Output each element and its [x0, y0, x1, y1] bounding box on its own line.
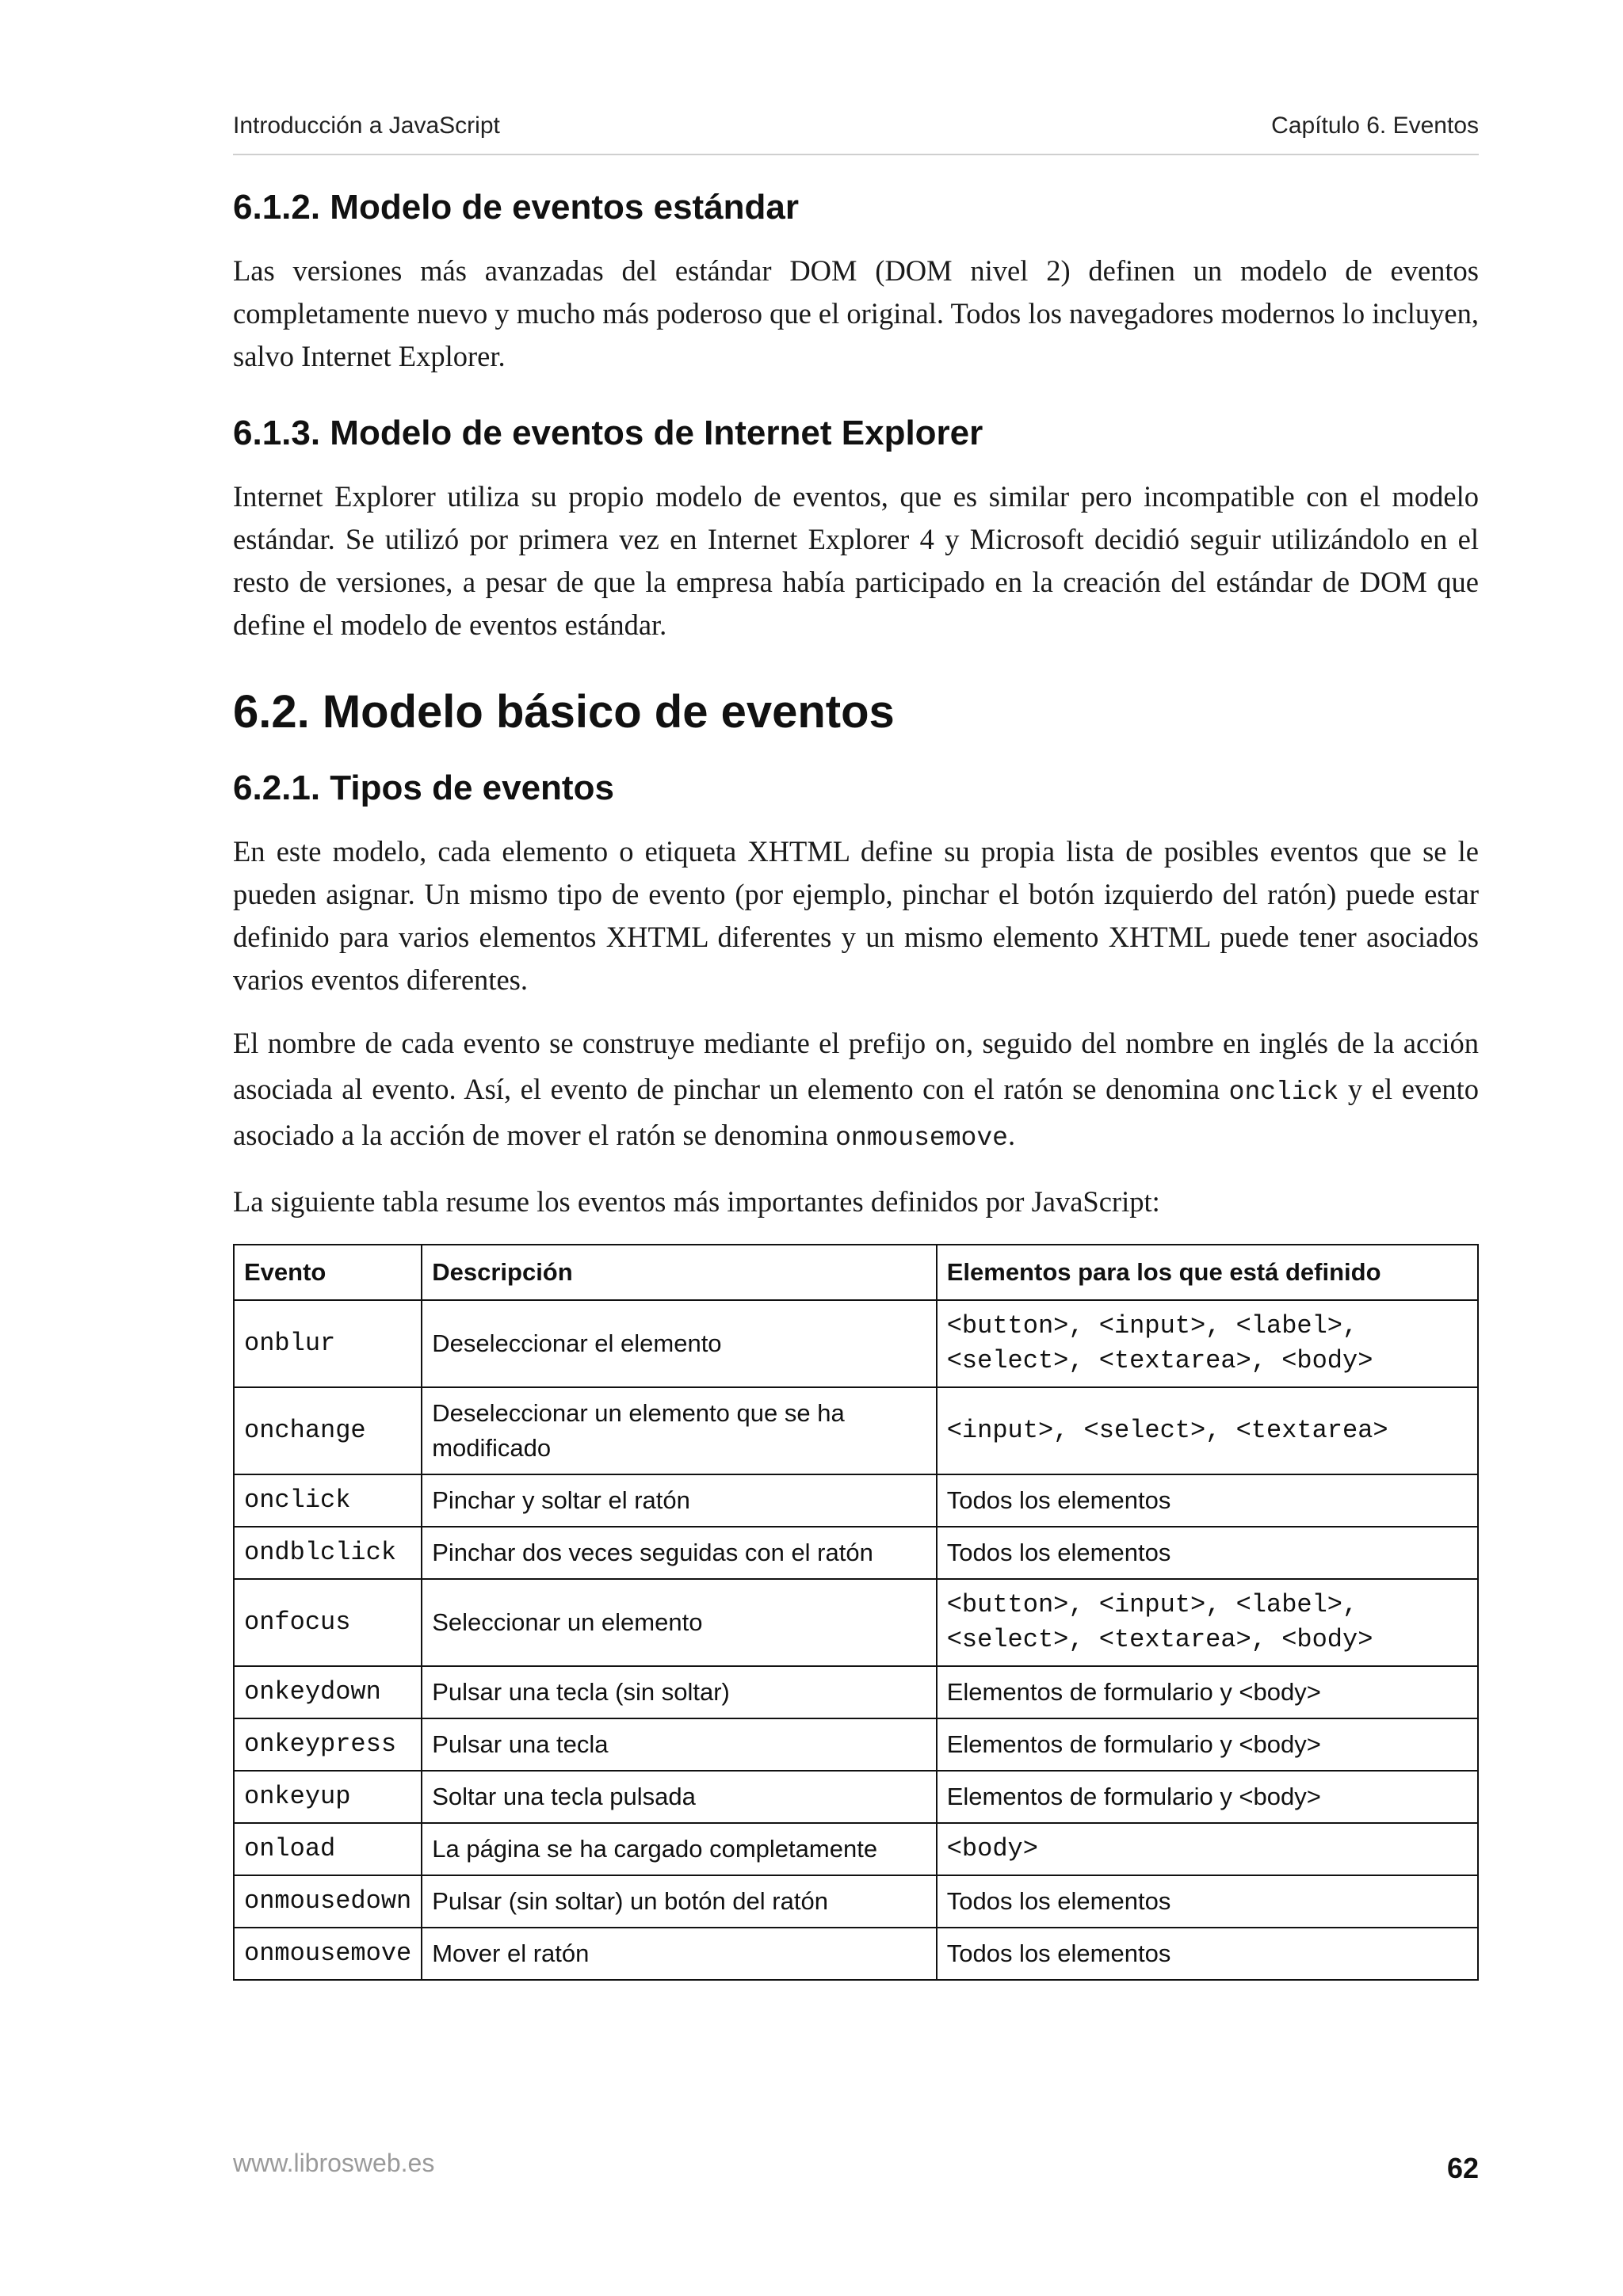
- page-number: 62: [1446, 2152, 1479, 2184]
- section-6-1-2-paragraph: Las versiones más avanzadas del estándar DOM (DOM nivel 2) definen un modelo de eventos completamente nuevo y mucho más poderoso que el original. Todos los navegadores modernos lo incluyen, salvo Internet Explorer.: [233, 254, 1479, 372]
- code-onmousemove: onmousemove: [835, 1123, 1008, 1153]
- event-elements: Todos los elementos: [937, 1474, 1478, 1527]
- table-row: [234, 1823, 1478, 1875]
- event-name: onblur: [234, 1300, 422, 1387]
- event-name: onkeydown: [234, 1666, 422, 1718]
- section-heading-6-1-2: 6.1.2. Modelo de eventos estándar: [233, 188, 800, 227]
- code-on: on: [934, 1031, 967, 1061]
- event-name: onload: [234, 1823, 422, 1875]
- event-elements: Elementos de formulario y <body>: [937, 1771, 1478, 1823]
- event-elements: Todos los elementos: [937, 1527, 1478, 1579]
- section-6-2-1-paragraph-2: [233, 1022, 1479, 1160]
- section-6-2-1-paragraph-3: La siguiente tabla resume los eventos más importantes definidos por JavaScript:: [233, 1184, 1160, 1218]
- table-row: [234, 1875, 1478, 1928]
- event-name: onmousemove: [234, 1928, 422, 1980]
- table-row: [234, 1387, 1478, 1474]
- section-heading-6-2: 6.2. Modelo básico de eventos: [233, 685, 895, 738]
- table-row: [234, 1579, 1478, 1666]
- event-description: Pulsar una tecla (sin soltar): [422, 1666, 936, 1718]
- event-elements: Todos los elementos: [937, 1928, 1478, 1980]
- event-elements: Elementos de formulario y <body>: [937, 1666, 1478, 1718]
- event-name: onclick: [234, 1474, 422, 1527]
- table-row: [234, 1527, 1478, 1579]
- table-row: [234, 1928, 1478, 1980]
- events-table: [233, 1244, 1479, 1981]
- running-header: [233, 109, 1479, 155]
- chapter-title: Capítulo 6. Eventos: [1271, 113, 1479, 139]
- event-description: La página se ha cargado completamente: [422, 1823, 936, 1875]
- event-description: Soltar una tecla pulsada: [422, 1771, 936, 1823]
- event-elements: <body>: [937, 1823, 1478, 1875]
- event-elements: <button>, <input>, <label>, <select>, <textarea>, <body>: [937, 1579, 1478, 1666]
- event-elements: <button>, <input>, <label>, <select>, <textarea>, <body>: [937, 1300, 1478, 1387]
- event-description: Pulsar (sin soltar) un botón del ratón: [422, 1875, 936, 1928]
- event-description: Mover el ratón: [422, 1928, 936, 1980]
- table-row: [234, 1300, 1478, 1387]
- event-elements: Elementos de formulario y <body>: [937, 1718, 1478, 1771]
- section-heading-6-2-1: 6.2.1. Tipos de eventos: [233, 769, 614, 808]
- code-onclick: onclick: [1228, 1077, 1339, 1107]
- table-header-row: [234, 1245, 1478, 1300]
- table-row: [234, 1666, 1478, 1718]
- event-name: ondblclick: [234, 1527, 422, 1579]
- event-name: onkeyup: [234, 1771, 422, 1823]
- page-content: [233, 187, 1479, 1981]
- table-row: [234, 1474, 1478, 1527]
- event-description: Pinchar y soltar el ratón: [422, 1474, 936, 1527]
- header-evento: Evento: [234, 1245, 422, 1300]
- table-row: [234, 1718, 1478, 1771]
- event-elements: <input>, <select>, <textarea>: [937, 1387, 1478, 1474]
- event-description: Pinchar dos veces seguidas con el ratón: [422, 1527, 936, 1579]
- event-description: Seleccionar un elemento: [422, 1579, 936, 1666]
- header-elementos: Elementos para los que está definido: [937, 1245, 1478, 1300]
- book-title: Introducción a JavaScript: [233, 113, 500, 139]
- p2-text-3: y el evento asociado a la acción de mover el ratón se denomina: [233, 1072, 1479, 1151]
- header-descripcion: Descripción: [422, 1245, 936, 1300]
- p2-text-1: El nombre de cada evento se construye mediante el prefijo: [233, 1026, 935, 1059]
- event-name: onkeypress: [234, 1718, 422, 1771]
- event-name: onfocus: [234, 1579, 422, 1666]
- event-description: Deseleccionar el elemento: [422, 1300, 936, 1387]
- event-name: onchange: [234, 1387, 422, 1474]
- event-description: Pulsar una tecla: [422, 1718, 936, 1771]
- section-6-2-1-paragraph-1: En este modelo, cada elemento o etiqueta XHTML define su propia lista de posibles eventos que se le pueden asignar. Un mismo tipo de evento (por ejemplo, pinchar el botón izquierdo del ratón) puede estar definido para varios elementos XHTML diferentes y un mismo elemento XHTML puede tener asociados varios eventos diferentes.: [233, 834, 1479, 996]
- event-description: Deseleccionar un elemento que se ha modificado: [422, 1387, 936, 1474]
- event-name: onmousedown: [234, 1875, 422, 1928]
- footer-website: www.librosweb.es: [233, 2149, 435, 2177]
- event-elements: Todos los elementos: [937, 1875, 1478, 1928]
- p2-text-4: .: [1007, 1118, 1016, 1151]
- section-heading-6-1-3: 6.1.3. Modelo de eventos de Internet Explorer: [233, 413, 983, 452]
- table-row: [234, 1771, 1478, 1823]
- p2-text-2: , seguido del nombre en inglés de la acción asociada al evento. Así, el evento de pinchar un elemento con el ratón se denomina: [233, 1026, 1479, 1105]
- section-6-1-3-paragraph: Internet Explorer utiliza su propio modelo de eventos, que es similar pero incompatible con el modelo estándar. Se utilizó por primera vez en Internet Explorer 4 y Microsoft decidió seguir utilizándolo en el resto de versiones, a pesar de que la empresa había participado en la creación del estándar de DOM que define el modelo de eventos estándar.: [233, 479, 1479, 641]
